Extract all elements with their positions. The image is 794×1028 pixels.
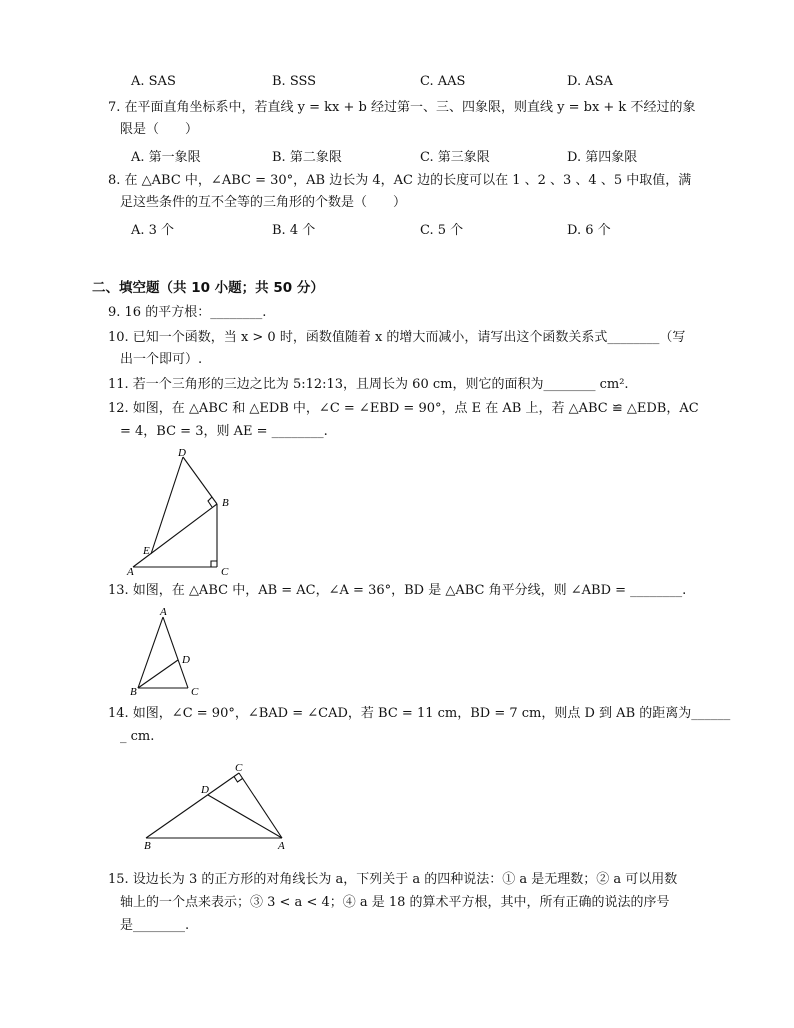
q13-segment-bd — [138, 660, 178, 688]
q12-segment-ab — [133, 504, 217, 567]
q6-option-b: B. SSS — [272, 74, 317, 89]
section-title: 二、填空题（共 10 小题；共 50 分） — [92, 280, 324, 296]
q7-option-b: B. 第二象限 — [272, 150, 342, 165]
q15-line-2: 轴上的一个点来表示；③ 3 < a < 4；④ a 是 18 的算术平方根，其中，所有正确的说法的序号 — [120, 895, 670, 910]
q13-text: 13. 如图，在 △ABC 中，AB = AC，∠A = 36°，BD 是 △ABC 角平分线，则 ∠ABD = ________. — [108, 583, 687, 598]
q14-label-a: A — [278, 840, 285, 852]
q7-option-d: D. 第四象限 — [567, 150, 638, 165]
q12-right-angle-b — [208, 497, 212, 507]
q7-line-1: 7. 在平面直角坐标系中，若直线 y = kx + b 经过第一、三、四象限，则直线 y = bx + k 不经过的象 — [108, 100, 696, 115]
q10-line-1: 10. 已知一个函数，当 x > 0 时，函数值随着 x 的增大而减小，请写出这个函数关系式________（写 — [108, 330, 686, 345]
q12-label-a: A — [127, 566, 134, 578]
q8-option-d: D. 6 个 — [567, 223, 611, 238]
q14-segment-da — [208, 795, 282, 838]
q12-label-b: B — [222, 497, 229, 509]
q12-right-angle-c — [211, 561, 217, 567]
q12-label-c: C — [221, 566, 229, 578]
q13-figure — [128, 604, 208, 698]
q13-label-c: C — [191, 686, 199, 698]
q8-option-c: C. 5 个 — [420, 223, 464, 238]
q13-label-d: D — [182, 654, 190, 666]
q7-option-c: C. 第三象限 — [420, 150, 490, 165]
q10-line-2: 出一个即可）. — [120, 352, 203, 367]
q14-line-1: 14. 如图，∠C = 90°，∠BAD = ∠CAD，若 BC = 11 cm，BD = 7 cm，则点 D 到 AB 的距离为______ — [108, 706, 731, 721]
q12-label-e: E — [143, 545, 150, 557]
q7-line-2: 限是（ ） — [120, 122, 199, 137]
q12-line-2: = 4，BC = 3，则 AE = ________. — [120, 424, 328, 439]
q14-figure — [138, 760, 298, 852]
q12-figure — [125, 444, 245, 578]
q13-label-a: A — [160, 606, 167, 618]
q14-label-b: B — [144, 840, 151, 852]
q14-label-d: D — [201, 784, 209, 796]
q14-segment-ca — [239, 773, 282, 838]
q13-segment-ab — [138, 617, 163, 688]
q7-option-a: A. 第一象限 — [131, 150, 201, 165]
q6-option-a: A. SAS — [131, 74, 176, 89]
q9-text: 9. 16 的平方根：________. — [108, 305, 267, 320]
q8-line-2: 足这些条件的互不全等的三角形的个数是（ ） — [120, 195, 407, 210]
q12-line-1: 12. 如图，在 △ABC 和 △EDB 中，∠C = ∠EBD = 90°，点 E 在 AB 上，若 △ABC ≌ △EDB，AC — [108, 401, 699, 416]
q6-option-d: D. ASA — [567, 74, 613, 89]
q12-label-d: D — [178, 447, 186, 459]
q8-option-b: B. 4 个 — [272, 223, 316, 238]
q8-option-a: A. 3 个 — [131, 223, 175, 238]
q14-label-c: C — [235, 762, 243, 774]
q13-label-b: B — [130, 686, 137, 698]
q13-segment-ac — [163, 617, 188, 688]
q14-line-2: _ cm. — [120, 729, 155, 744]
q15-line-3: 是________. — [120, 918, 190, 933]
q6-option-c: C. AAS — [420, 74, 466, 89]
q15-line-1: 15. 设边长为 3 的正方形的对角线长为 a，下列关于 a 的四种说法：① a 是无理数；② a 可以用数 — [108, 872, 678, 887]
q8-line-1: 8. 在 △ABC 中，∠ABC = 30°，AB 边长为 4，AC 边的长度可以在 1 、2 、3 、4 、5 中取值，满 — [108, 173, 692, 188]
q12-segment-de — [151, 457, 183, 554]
q11-text: 11. 若一个三角形的三边之比为 5:12:13，且周长为 60 cm，则它的面积为________ cm². — [108, 377, 629, 392]
